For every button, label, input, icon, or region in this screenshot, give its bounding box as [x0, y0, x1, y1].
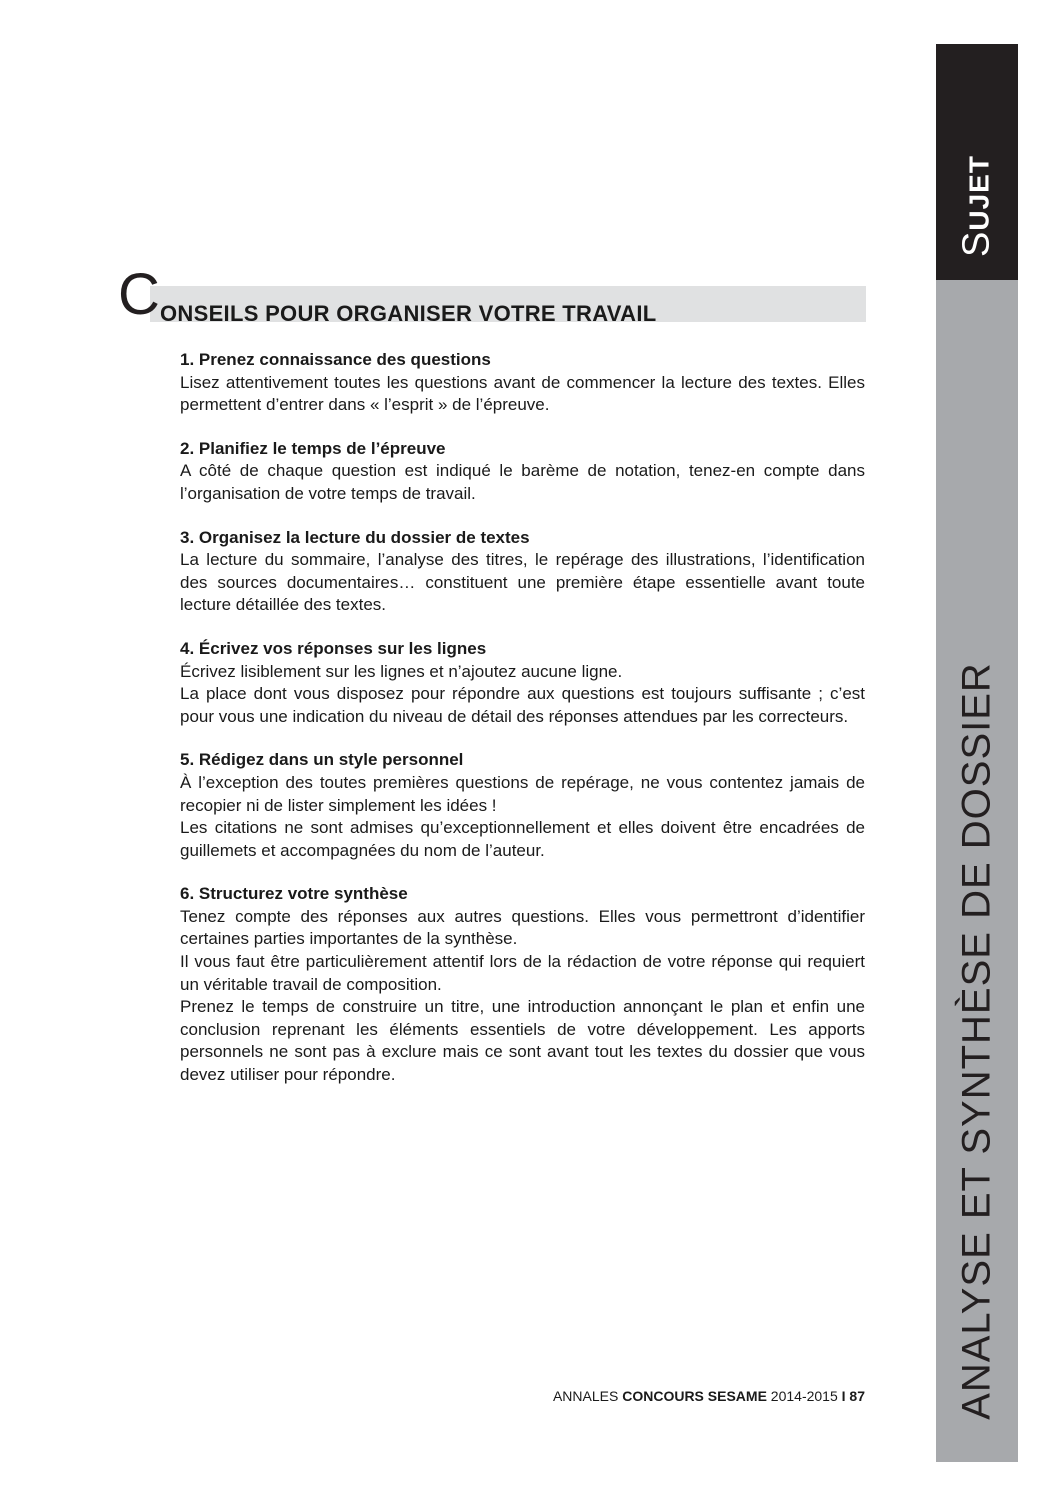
section-paragraph: Prenez le temps de construire un titre, une introduction annonçant le plan et enfin une conclusion reprenant les éléments essentiels de votre développement. Les apports personnels ne sont pas à exclure mais ce sont avant tout les textes du dossier que vous devez utiliser pour répondre.	[180, 997, 865, 1085]
page-heading	[118, 262, 866, 328]
section-title-1: 1. Prenez connaissance des questions	[180, 350, 491, 369]
footer-prefix: ANNALES	[552, 1388, 623, 1404]
section-title-5: 5. Rédigez dans un style personnel	[180, 750, 464, 770]
page-footer	[553, 1388, 865, 1404]
advice-section-4	[180, 638, 865, 728]
section-tab	[936, 280, 1018, 1462]
section-title-2: 2. Planifiez le temps de l’épreuve	[180, 438, 446, 458]
section-title-3: 3. Organisez la lecture du dossier de textes	[180, 527, 530, 547]
section-paragraph: Lisez attentivement toutes les questions avant de commencer la lecture des textes. Elles permettent d’entrer dans « l’esprit » de l’épreuve.	[180, 372, 865, 415]
section-title: ANALYSE ET SYNTHÈSE DE DOSSIER	[954, 662, 999, 1420]
section-paragraph: Tenez compte des réponses aux autres questions. Elles vous permettront d’identifier certaines parties importantes de la synthèse.	[180, 906, 865, 949]
sujet-initial: S	[955, 230, 998, 257]
advice-section-3	[180, 527, 865, 617]
heading-text: ONSEILS POUR ORGANISER VOTRE TRAVAIL	[160, 301, 657, 326]
footer-years: 2014-2015	[766, 1388, 842, 1404]
heading-initial: C	[118, 262, 160, 327]
section-paragraph: À l’exception des toutes premières questions de repérage, ne vous contentez jamais de recopier ni de lister simplement les idées !	[180, 772, 865, 815]
section-paragraph: La place dont vous disposez pour répondre aux questions est toujours suffisante ; c’est pour vous une indication du niveau de détail des réponses attendues par les correcteurs.	[180, 684, 865, 726]
section-paragraph: Écrivez lisiblement sur les lignes et n’ajoutez aucune ligne.	[180, 661, 623, 681]
advice-list	[180, 349, 865, 1108]
advice-section-5	[180, 749, 865, 862]
footer-brand: CONCOURS SESAME	[622, 1388, 767, 1404]
section-paragraph: A côté de chaque question est indiqué le barème de notation, tenez-en compte dans l’organisation de votre temps de travail.	[180, 461, 865, 503]
section-title-4: 4. Écrivez vos réponses sur les lignes	[180, 638, 487, 658]
section-title-6: 6. Structurez votre synthèse	[180, 884, 408, 904]
advice-section-2	[180, 438, 865, 506]
section-paragraph: La lecture du sommaire, l’analyse des titres, le repérage des illustrations, l’identification des sources documentaires… constituent une première étape essentielle avant toute lecture détaillée des textes.	[180, 550, 865, 615]
sujet-tab	[936, 44, 1018, 280]
page-number: 87	[849, 1388, 865, 1404]
sujet-label	[956, 155, 999, 257]
sujet-rest: UJET	[963, 155, 995, 231]
footer-separator: I	[841, 1388, 846, 1404]
advice-section-6	[180, 883, 865, 1086]
section-paragraph: Les citations ne sont admises qu’exceptionnellement et elles doivent être encadrées de guillemets et accompagnées du nom de l’auteur.	[180, 818, 865, 860]
advice-section-1	[180, 349, 865, 417]
section-paragraph: Il vous faut être particulièrement attentif lors de la rédaction de votre réponse qui requiert un véritable travail de composition.	[180, 952, 865, 994]
